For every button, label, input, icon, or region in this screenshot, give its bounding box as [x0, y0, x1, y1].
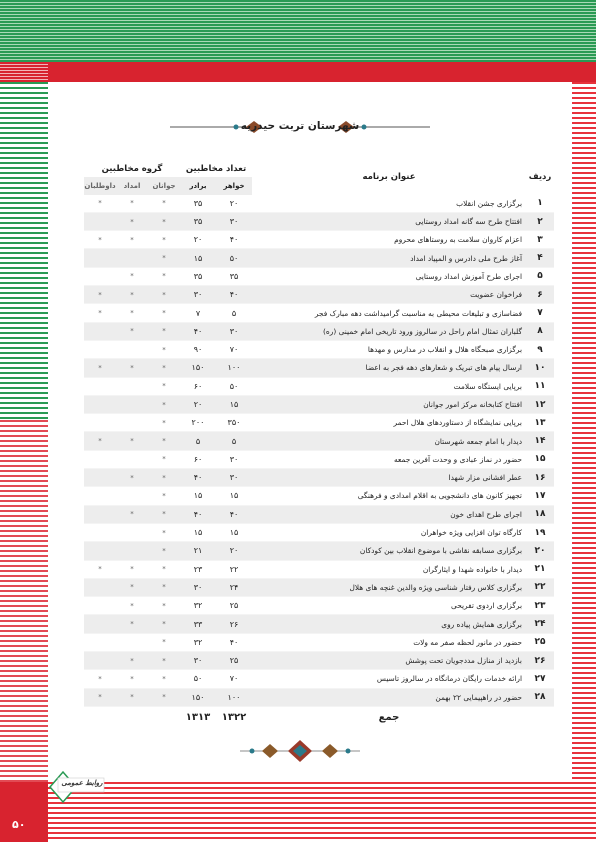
row-program-name: فراخوان عضویت: [252, 286, 526, 304]
row-radif: ۶: [526, 286, 554, 304]
row-youth-mark: *: [148, 340, 180, 358]
row-radif: ۲۵: [526, 633, 554, 651]
row-female-count: ۵: [216, 432, 252, 450]
row-male-count: ۳۵: [180, 195, 216, 213]
row-program-name: حضور در مانور لحظه صفر مه ولات: [252, 633, 526, 651]
row-female-count: ۴۰: [216, 286, 252, 304]
row-female-count: ۱۵: [216, 487, 252, 505]
row-youth-mark: *: [148, 469, 180, 487]
row-relief-mark: [116, 450, 148, 468]
row-program-name: دیدار با امام جمعه شهرستان: [252, 432, 526, 450]
row-volunteers-mark: [84, 249, 116, 267]
row-male-count: ۶۰: [180, 450, 216, 468]
row-radif: ۲۶: [526, 652, 554, 670]
row-male-count: ۳۰: [180, 286, 216, 304]
header-program: عنوان برنامه: [362, 172, 416, 183]
table-row: [84, 670, 554, 688]
row-volunteers-mark: [84, 450, 116, 468]
row-relief-mark: *: [116, 286, 148, 304]
row-radif: ۲۴: [526, 615, 554, 633]
row-volunteers-mark: [84, 487, 116, 505]
row-volunteers-mark: [84, 505, 116, 523]
row-radif: ۲۳: [526, 597, 554, 615]
row-volunteers-mark: *: [84, 670, 116, 688]
table-row: [84, 432, 554, 450]
row-relief-mark: [116, 414, 148, 432]
table-row: [84, 340, 554, 358]
table-row: [84, 304, 554, 322]
row-female-count: ۴۰: [216, 633, 252, 651]
table-row: [84, 523, 554, 541]
table-row: [84, 560, 554, 578]
total-female: ۱۳۲۲: [221, 712, 247, 724]
row-male-count: ۲۰: [180, 395, 216, 413]
row-male-count: ۴۰: [180, 469, 216, 487]
row-female-count: ۲۴: [216, 578, 252, 596]
header-volunteers: داوطلبان: [84, 177, 116, 194]
row-program-name: ارائه خدمات رایگان درمانگاه در سالروز تاسیس: [252, 670, 526, 688]
table-row: [84, 578, 554, 596]
row-program-name: اعزام کاروان سلامت به روستاهای محروم: [252, 231, 526, 249]
row-youth-mark: *: [148, 597, 180, 615]
row-radif: ۷: [526, 304, 554, 322]
row-youth-mark: *: [148, 377, 180, 395]
row-relief-mark: *: [116, 212, 148, 230]
table-row: [84, 195, 554, 213]
row-volunteers-mark: [84, 523, 116, 541]
row-youth-mark: *: [148, 231, 180, 249]
row-radif: ۲۰: [526, 542, 554, 560]
row-female-count: ۵۰: [216, 249, 252, 267]
row-male-count: ۳۲: [180, 633, 216, 651]
row-male-count: ۱۵: [180, 523, 216, 541]
row-male-count: ۴۰: [180, 505, 216, 523]
row-radif: ۲: [526, 212, 554, 230]
row-male-count: ۴۰: [180, 322, 216, 340]
table-row: [84, 267, 554, 285]
row-youth-mark: *: [148, 322, 180, 340]
row-relief-mark: *: [116, 688, 148, 706]
row-relief-mark: [116, 542, 148, 560]
row-youth-mark: *: [148, 249, 180, 267]
row-male-count: ۳۵: [180, 212, 216, 230]
row-female-count: ۳۵: [216, 267, 252, 285]
row-youth-mark: *: [148, 615, 180, 633]
row-youth-mark: *: [148, 212, 180, 230]
row-volunteers-mark: [84, 597, 116, 615]
row-radif: ۱۸: [526, 505, 554, 523]
row-male-count: ۳۲: [180, 597, 216, 615]
header-relief: امداد: [116, 177, 148, 194]
row-program-name: برپایی نمایشگاه از دستاوردهای هلال احمر: [252, 414, 526, 432]
row-male-count: ۳۵: [180, 267, 216, 285]
row-program-name: عطر افشانی مزار شهدا: [252, 469, 526, 487]
table-row: [84, 286, 554, 304]
row-radif: ۱۱: [526, 377, 554, 395]
header-youth: جوانان: [148, 177, 180, 194]
row-volunteers-mark: [84, 267, 116, 285]
table-row: [84, 688, 554, 706]
row-relief-mark: [116, 340, 148, 358]
table-row: [84, 469, 554, 487]
row-youth-mark: *: [148, 670, 180, 688]
row-youth-mark: *: [148, 359, 180, 377]
right-red-stripes: [572, 82, 596, 842]
top-stripe-band: [0, 0, 596, 62]
row-youth-mark: *: [148, 395, 180, 413]
row-volunteers-mark: [84, 615, 116, 633]
row-female-count: ۱۵: [216, 523, 252, 541]
row-relief-mark: *: [116, 322, 148, 340]
table-body: [84, 195, 554, 707]
row-program-name: بازدید از منازل مددجویان تحت پوشش: [252, 652, 526, 670]
table-row: [84, 359, 554, 377]
total-row: [84, 706, 554, 729]
row-youth-mark: *: [148, 523, 180, 541]
row-radif: ۱۴: [526, 432, 554, 450]
row-volunteers-mark: *: [84, 231, 116, 249]
row-youth-mark: *: [148, 450, 180, 468]
row-program-name: افتتاح کتابخانه مرکز امور جوانان: [252, 395, 526, 413]
row-female-count: ۱۵: [216, 395, 252, 413]
row-youth-mark: *: [148, 487, 180, 505]
row-female-count: ۲۰: [216, 542, 252, 560]
row-radif: ۱۶: [526, 469, 554, 487]
public-relations-logo: [36, 768, 106, 806]
table-row: [84, 212, 554, 230]
row-volunteers-mark: [84, 652, 116, 670]
total-label: جمع: [378, 712, 400, 724]
row-radif: ۱۲: [526, 395, 554, 413]
row-female-count: ۳۵۰: [216, 414, 252, 432]
row-radif: ۲۱: [526, 560, 554, 578]
row-program-name: دیدار با خانواده شهدا و ایثارگران: [252, 560, 526, 578]
logo-text: روابط عمومی: [61, 779, 103, 787]
row-female-count: ۵۰: [216, 377, 252, 395]
row-male-count: ۱۵: [180, 487, 216, 505]
table-row: [84, 505, 554, 523]
row-male-count: ۹۰: [180, 340, 216, 358]
row-female-count: ۳۰: [216, 450, 252, 468]
row-program-name: برگزاری صبحگاه هلال و انقلاب در مدارس و مهدها: [252, 340, 526, 358]
left-red-stripes-lower: [0, 420, 48, 782]
row-female-count: ۴۰: [216, 231, 252, 249]
table-row: [84, 542, 554, 560]
total-male: ۱۳۱۳: [185, 712, 211, 724]
row-male-count: ۱۵۰: [180, 359, 216, 377]
row-radif: ۱۷: [526, 487, 554, 505]
row-radif: ۸: [526, 322, 554, 340]
row-volunteers-mark: [84, 414, 116, 432]
row-youth-mark: *: [148, 560, 180, 578]
row-male-count: ۳۰: [180, 578, 216, 596]
row-relief-mark: *: [116, 670, 148, 688]
row-male-count: ۳۰: [180, 652, 216, 670]
row-relief-mark: *: [116, 469, 148, 487]
table-row: [84, 615, 554, 633]
row-volunteers-mark: [84, 633, 116, 651]
table-row: [84, 487, 554, 505]
row-relief-mark: [116, 523, 148, 541]
row-radif: ۴: [526, 249, 554, 267]
row-relief-mark: *: [116, 304, 148, 322]
row-volunteers-mark: *: [84, 432, 116, 450]
row-female-count: ۳۰: [216, 212, 252, 230]
header-female: خواهر: [216, 177, 252, 194]
row-male-count: ۶۰: [180, 377, 216, 395]
row-relief-mark: *: [116, 560, 148, 578]
row-youth-mark: *: [148, 688, 180, 706]
table-row: [84, 450, 554, 468]
row-male-count: ۳۳: [180, 615, 216, 633]
row-radif: ۱۹: [526, 523, 554, 541]
bottom-red-stripes: [48, 782, 572, 842]
row-volunteers-mark: [84, 542, 116, 560]
row-female-count: ۵: [216, 304, 252, 322]
row-program-name: برگزاری مسابقه نقاشی با موضوع انقلاب بین کودکان: [252, 542, 526, 560]
row-program-name: اجرای طرح آموزش امداد روستایی: [252, 267, 526, 285]
row-male-count: ۲۱: [180, 542, 216, 560]
row-volunteers-mark: [84, 322, 116, 340]
row-program-name: فضاسازی و تبلیغات محیطی به مناسبت گرامیداشت دهه مبارک فجر: [252, 304, 526, 322]
row-radif: ۱: [526, 195, 554, 213]
row-volunteers-mark: [84, 395, 116, 413]
row-relief-mark: *: [116, 505, 148, 523]
row-program-name: کارگاه توان افزایی ویژه خواهران: [252, 523, 526, 541]
row-relief-mark: *: [116, 652, 148, 670]
header-audience-count: تعداد مخاطبین: [185, 163, 247, 174]
row-male-count: ۲۳: [180, 560, 216, 578]
row-volunteers-mark: [84, 377, 116, 395]
row-radif: ۱۳: [526, 414, 554, 432]
row-program-name: برگزاری کلاس رفتار شناسی ویژه والدین غنچه های هلال: [252, 578, 526, 596]
row-radif: ۲۸: [526, 688, 554, 706]
row-youth-mark: *: [148, 505, 180, 523]
row-relief-mark: *: [116, 267, 148, 285]
header-audience-group: گروه مخاطبین: [101, 163, 163, 174]
row-radif: ۱۰: [526, 359, 554, 377]
row-program-name: برپایی ایستگاه سلامت: [252, 377, 526, 395]
row-relief-mark: [116, 487, 148, 505]
row-female-count: ۲۵: [216, 597, 252, 615]
row-program-name: برگزاری جشن انقلاب: [252, 195, 526, 213]
row-program-name: اجرای طرح اهدای خون: [252, 505, 526, 523]
row-volunteers-mark: *: [84, 286, 116, 304]
row-radif: ۲۲: [526, 578, 554, 596]
row-volunteers-mark: [84, 469, 116, 487]
row-relief-mark: *: [116, 195, 148, 213]
row-relief-mark: *: [116, 359, 148, 377]
table-row: [84, 597, 554, 615]
row-youth-mark: *: [148, 633, 180, 651]
left-red-stripes: [0, 62, 48, 82]
row-radif: ۳: [526, 231, 554, 249]
row-female-count: ۳۰: [216, 322, 252, 340]
row-youth-mark: *: [148, 267, 180, 285]
row-youth-mark: *: [148, 286, 180, 304]
table-row: [84, 231, 554, 249]
row-male-count: ۱۵: [180, 249, 216, 267]
row-male-count: ۲۰۰: [180, 414, 216, 432]
row-female-count: ۳۰: [216, 469, 252, 487]
row-program-name: برگزاری اردوی تفریحی: [252, 597, 526, 615]
row-program-name: حضور در راهپیمایی ۲۲ بهمن: [252, 688, 526, 706]
header-radif: ردیف: [528, 172, 552, 183]
row-volunteers-mark: *: [84, 560, 116, 578]
row-female-count: ۱۰۰: [216, 359, 252, 377]
row-male-count: ۷: [180, 304, 216, 322]
page-title: شهرستان تربت حیدریه: [240, 120, 360, 132]
row-program-name: گلباران تمثال امام راحل در سالروز ورود تاریخی امام خمینی (ره): [252, 322, 526, 340]
row-male-count: ۵: [180, 432, 216, 450]
row-relief-mark: *: [116, 432, 148, 450]
row-male-count: ۱۵۰: [180, 688, 216, 706]
row-youth-mark: *: [148, 304, 180, 322]
table-row: [84, 377, 554, 395]
row-female-count: ۲۲: [216, 560, 252, 578]
row-volunteers-mark: *: [84, 304, 116, 322]
bottom-ornament: [240, 738, 360, 764]
row-female-count: ۲۵: [216, 652, 252, 670]
row-relief-mark: [116, 633, 148, 651]
row-youth-mark: *: [148, 578, 180, 596]
top-red-bar: [48, 62, 596, 82]
row-relief-mark: *: [116, 578, 148, 596]
row-relief-mark: [116, 249, 148, 267]
row-female-count: ۱۰۰: [216, 688, 252, 706]
row-female-count: ۲۰: [216, 195, 252, 213]
table-row: [84, 652, 554, 670]
row-volunteers-mark: [84, 578, 116, 596]
row-relief-mark: [116, 395, 148, 413]
row-female-count: ۴۰: [216, 505, 252, 523]
row-youth-mark: *: [148, 542, 180, 560]
row-youth-mark: *: [148, 652, 180, 670]
table-row: [84, 395, 554, 413]
table-row: [84, 322, 554, 340]
row-program-name: برگزاری همایش پیاده روی: [252, 615, 526, 633]
row-program-name: ارسال پیام های تبریک و شعارهای دهه فجر به اعضا: [252, 359, 526, 377]
row-radif: ۲۷: [526, 670, 554, 688]
row-relief-mark: *: [116, 231, 148, 249]
row-radif: ۵: [526, 267, 554, 285]
row-relief-mark: *: [116, 615, 148, 633]
row-female-count: ۷۰: [216, 340, 252, 358]
row-radif: ۱۵: [526, 450, 554, 468]
row-female-count: ۷۰: [216, 670, 252, 688]
row-youth-mark: *: [148, 432, 180, 450]
header-male: برادر: [180, 177, 216, 194]
row-volunteers-mark: *: [84, 359, 116, 377]
page-number: ۵۰: [12, 818, 26, 831]
row-male-count: ۵۰: [180, 670, 216, 688]
row-relief-mark: [116, 377, 148, 395]
row-relief-mark: *: [116, 597, 148, 615]
page-title-banner: [170, 117, 430, 137]
row-program-name: تجهیز کانون های دانشجویی به اقلام امدادی و فرهنگی: [252, 487, 526, 505]
row-program-name: آغاز طرح ملی دادرس و المپیاد امداد: [252, 249, 526, 267]
row-female-count: ۲۶: [216, 615, 252, 633]
programs-table: [84, 160, 554, 729]
row-volunteers-mark: *: [84, 688, 116, 706]
row-program-name: افتتاح طرح سه گانه امداد روستایی: [252, 212, 526, 230]
header-row-1: [84, 160, 554, 177]
row-program-name: حضور در نماز عبادی و وحدت آفرین جمعه: [252, 450, 526, 468]
table-row: [84, 414, 554, 432]
row-male-count: ۲۰: [180, 231, 216, 249]
row-volunteers-mark: *: [84, 195, 116, 213]
row-youth-mark: *: [148, 195, 180, 213]
table-row: [84, 249, 554, 267]
table-row: [84, 633, 554, 651]
row-radif: ۹: [526, 340, 554, 358]
row-youth-mark: *: [148, 414, 180, 432]
row-volunteers-mark: [84, 212, 116, 230]
row-volunteers-mark: [84, 340, 116, 358]
